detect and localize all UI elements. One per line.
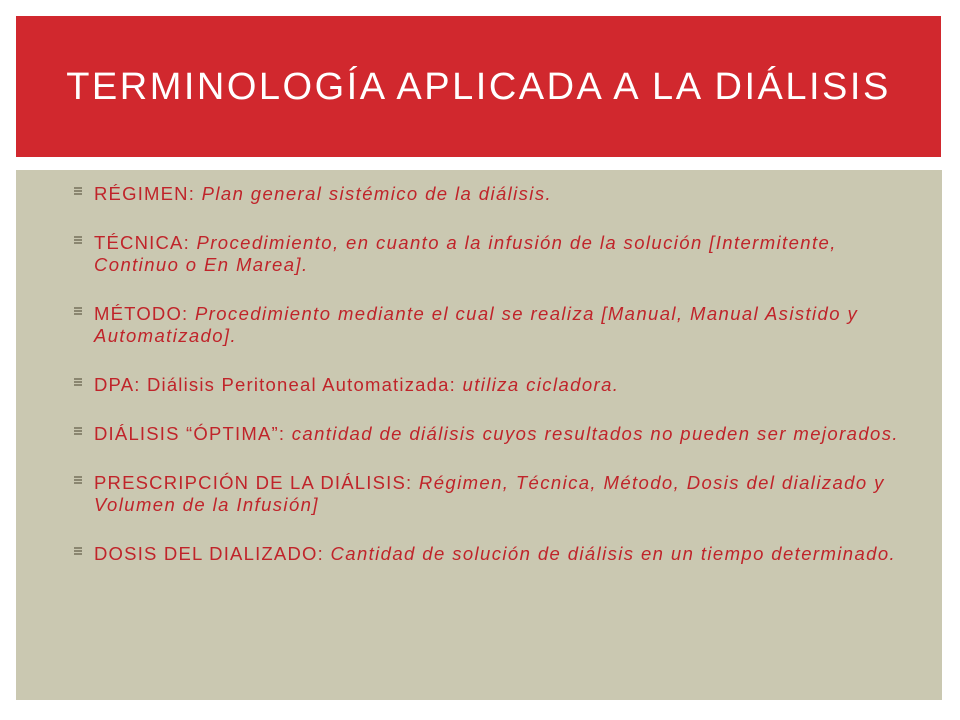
bullet-marker-icon [74, 476, 82, 484]
bullet-definition: Procedimiento mediante el cual se realiza [Manual, Manual Asistido y Automatizado]. [94, 303, 859, 346]
bullet-tecnica [74, 232, 924, 276]
bullet-marker-icon [74, 427, 82, 435]
bullet-definition: cantidad de diálisis cuyos resultados no pueden ser mejorados. [285, 423, 899, 444]
bullet-metodo [74, 303, 924, 347]
bullet-list [74, 183, 924, 592]
title-band [16, 16, 941, 157]
bullet-definition: Plan general sistémico de la diálisis. [195, 183, 553, 204]
bullet-regimen [74, 183, 924, 205]
bullet-term: MÉTODO: [94, 303, 189, 324]
bullet-term: RÉGIMEN: [94, 183, 196, 204]
bullet-dpa [74, 374, 924, 396]
bullet-dialisis-optima [74, 423, 924, 445]
bullet-term: TÉCNICA: [94, 232, 190, 253]
bullet-term: DOSIS DEL DIALIZADO: [94, 543, 324, 564]
bullet-term: DPA: Diálisis Peritoneal Automatizada: [94, 374, 456, 395]
content-box [16, 170, 942, 700]
bullet-marker-icon [74, 307, 82, 315]
bullet-prescripcion [74, 472, 924, 516]
bullet-marker-icon [74, 236, 82, 244]
bullet-term: DIÁLISIS “ÓPTIMA”: [94, 423, 286, 444]
slide-title: TERMINOLOGÍA APLICADA A LA DIÁLISIS [66, 66, 891, 108]
bullet-definition: Régimen, Técnica, Método, Dosis del dializado y Volumen de la Infusión] [94, 472, 885, 515]
bullet-definition: Procedimiento, en cuanto a la infusión de la solución [Intermitente, Continuo o En Marea]. [94, 232, 837, 275]
bullet-definition: Cantidad de solución de diálisis en un tiempo determinado. [323, 543, 897, 564]
bullet-dosis [74, 543, 924, 565]
bullet-term: PRESCRIPCIÓN DE LA DIÁLISIS: [94, 472, 413, 493]
bullet-marker-icon [74, 547, 82, 555]
bullet-definition: utiliza cicladora. [455, 374, 620, 395]
bullet-marker-icon [74, 378, 82, 386]
bullet-marker-icon [74, 187, 82, 195]
